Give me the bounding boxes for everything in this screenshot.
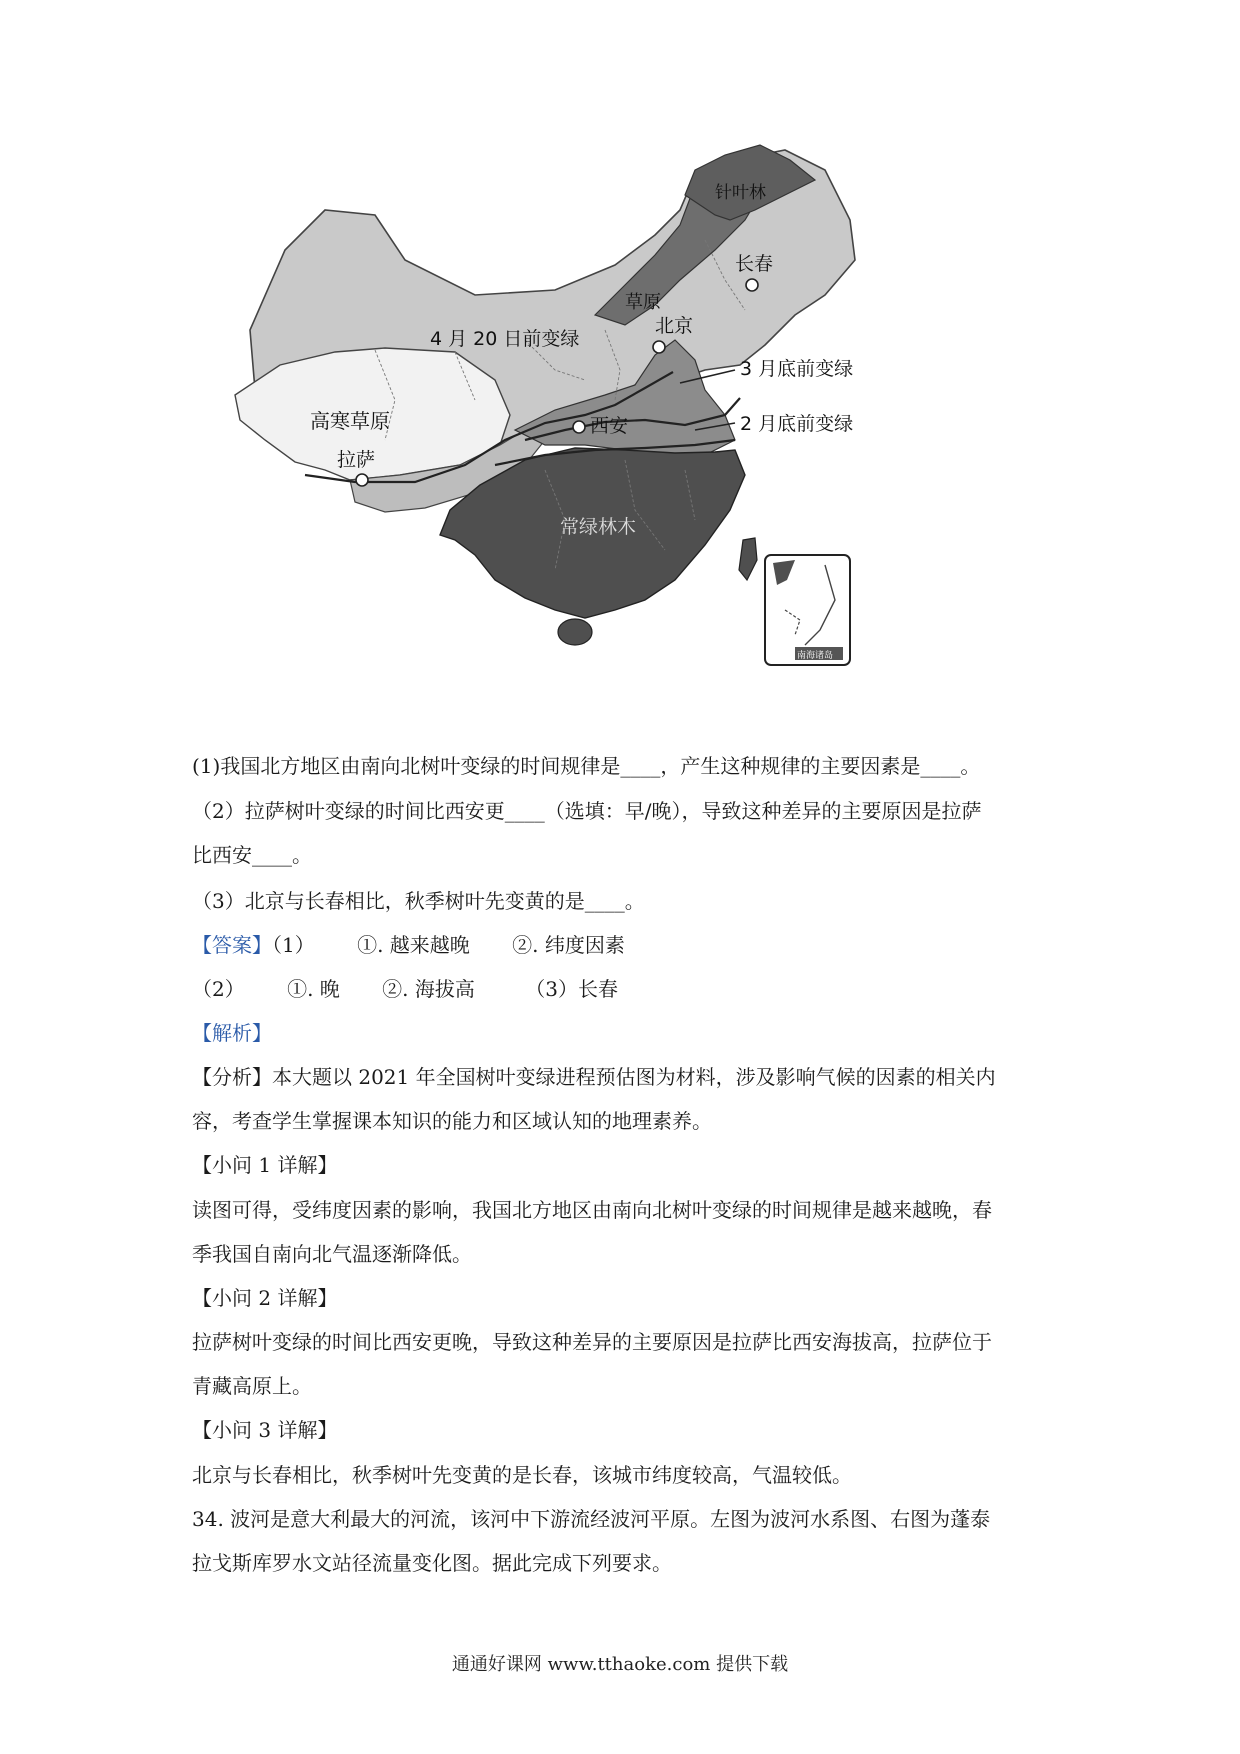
answer-2-num: （2） <box>192 977 245 1001</box>
heading-sub-3: 【小问 3 详解】 <box>192 1418 338 1442</box>
label-coniferous: 针叶林 <box>715 183 766 203</box>
south-china-sea-inset <box>765 555 850 665</box>
taiwan-island <box>739 538 757 580</box>
label-mar-end: 3 月底前变绿 <box>740 358 854 380</box>
answer-line-1 <box>192 931 625 959</box>
question-1: (1)我国北方地区由南向北树叶变绿的时间规律是____，产生这种规律的主要因素是____。 <box>192 754 981 778</box>
beijing-marker <box>653 341 665 353</box>
label-grassland: 草原 <box>625 292 661 313</box>
label-changchun: 长春 <box>735 253 774 275</box>
analysis-fenxi-1: 【分析】本大题以 2021 年全国树叶变绿进程预估图为材料，涉及影响气候的因素的相关内 <box>192 1065 996 1089</box>
sub-1-line-2: 季我国自南向北气温逐渐降低。 <box>192 1242 472 1266</box>
label-inset: 南海诸岛 <box>797 651 834 661</box>
heading-sub-2: 【小问 2 详解】 <box>192 1286 338 1310</box>
answer-2-a: ①. 晚 <box>287 977 340 1001</box>
china-greening-map <box>225 140 995 740</box>
label-beijing: 北京 <box>655 315 694 337</box>
sub-3-line-1: 北京与长春相比，秋季树叶先变黄的是长春，该城市纬度较高，气温较低。 <box>192 1463 852 1487</box>
label-feb-end: 2 月底前变绿 <box>740 413 854 435</box>
label-apr20: 4 月 20 日前变绿 <box>430 328 580 350</box>
hainan-island <box>558 619 592 645</box>
lhasa-marker <box>356 474 368 486</box>
answer-2-b: ②. 海拔高 <box>382 977 475 1001</box>
label-alpine: 高寒草原 <box>310 409 390 433</box>
answer-line-2 <box>192 975 618 1003</box>
question-2-line-1: （2）拉萨树叶变绿的时间比西安更____（选填：早/晚），导致这种差异的主要原因是拉萨 <box>192 799 982 823</box>
question-3: （3）北京与长春相比，秋季树叶先变黄的是____。 <box>192 889 645 913</box>
analysis-fenxi-2: 容，考查学生掌握课本知识的能力和区域认知的地理素养。 <box>192 1109 712 1133</box>
label-lhasa: 拉萨 <box>337 449 376 471</box>
answer-1-b: ②. 纬度因素 <box>512 933 625 957</box>
sub-1-line-1: 读图可得，受纬度因素的影响，我国北方地区由南向北树叶变绿的时间规律是越来越晚，春 <box>192 1198 992 1222</box>
xian-marker <box>573 421 585 433</box>
heading-sub-1: 【小问 1 详解】 <box>192 1153 338 1177</box>
question-34-line-2: 拉戈斯库罗水文站径流量变化图。据此完成下列要求。 <box>192 1551 672 1575</box>
question-2-line-2: 比西安____。 <box>192 843 312 867</box>
answer-tag: 【答案】 <box>192 933 272 957</box>
label-xian: 西安 <box>590 415 629 437</box>
question-34-line-1: 34. 波河是意大利最大的河流，该河中下游流经波河平原。左图为波河水系图、右图为蓬泰 <box>192 1507 991 1531</box>
analysis-tag: 【解析】 <box>192 1021 272 1045</box>
sub-2-line-2: 青藏高原上。 <box>192 1374 312 1398</box>
sub-2-line-1: 拉萨树叶变绿的时间比西安更晚，导致这种差异的主要原因是拉萨比西安海拔高，拉萨位于 <box>192 1330 992 1354</box>
label-evergreen: 常绿林木 <box>560 516 637 538</box>
changchun-marker <box>746 279 758 291</box>
answer-1-num: （1） <box>272 933 315 957</box>
answer-3: （3）长春 <box>525 977 618 1001</box>
page-footer: 通通好课网 www.tthaoke.com 提供下载 <box>451 1654 789 1675</box>
answer-1-a: ①. 越来越晚 <box>357 933 470 957</box>
